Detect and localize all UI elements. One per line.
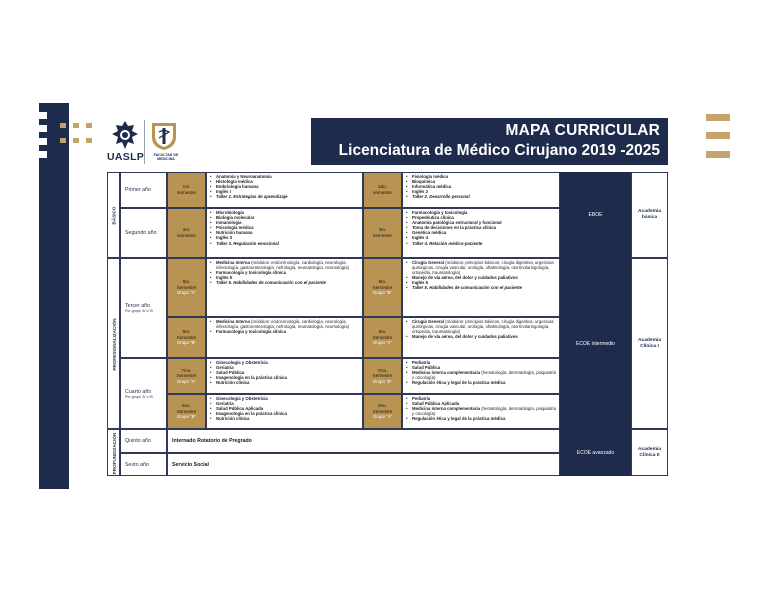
evaluation-eboe-label: EBOE <box>588 212 603 218</box>
subjects-semester-2 <box>402 172 560 208</box>
subject-item: • Medicina interna complementaria (hematología, dermatología, psiquiatría y oncología) <box>406 406 557 416</box>
academy-type: básica <box>641 215 658 220</box>
semester-word: Semestre <box>176 284 197 290</box>
stage-profesionalizacion <box>107 258 120 429</box>
subjects-semester-5-a <box>206 258 363 317</box>
decorative-square <box>39 151 47 158</box>
subject-item: • Geriatría <box>210 401 360 406</box>
stage-profesionalizacion-label: PROFESIONALIZACIÓN <box>112 318 117 371</box>
decorative-square <box>39 125 47 132</box>
subject-item: • Inglés 3 <box>210 235 360 240</box>
subject-item: • Taller 2. Desarrollo personal <box>406 194 557 199</box>
year-3-label: Tercer año <box>125 303 151 309</box>
semester-group: Grupo "B" <box>372 290 393 296</box>
subject-item: • Nutrición humana <box>210 230 360 235</box>
decorative-dot <box>73 123 79 128</box>
subjects-semester-6-b <box>206 317 363 358</box>
subject-item: • Cirugía General (módulos: principios básicos, cirugía digestiva, urgencias quirúrgicas, cirugía vascular, urología, oftalmología, otorrinolaringología, ortopedia, traumatología) <box>406 319 557 334</box>
semester-6-group-b <box>167 317 206 358</box>
internship-label: Internado Rotatorio de Pregrado <box>172 438 252 444</box>
semester-word: Semestre <box>176 334 197 340</box>
page-subtitle: Licenciatura de Médico Cirujano 2019 -2025 <box>338 142 660 159</box>
subject-item: • Taller 3. Regulación emocional <box>210 241 360 246</box>
semester-word: Semestre <box>176 373 197 379</box>
stage-profundizacion <box>107 429 120 476</box>
academy-type: Clínica I <box>640 343 659 349</box>
faculty-label <box>148 153 184 161</box>
subject-list <box>406 360 557 385</box>
year-1 <box>120 172 167 208</box>
subject-item: • Manejo de vía aérea, del dolor y cuidados paliativos <box>406 275 557 280</box>
subject-item: • Ginecología y Obstetricia <box>210 396 360 401</box>
subject-item: • Microbiología <box>210 210 360 215</box>
subjects-semester-3 <box>206 208 363 258</box>
university-name: UASLP <box>107 151 145 163</box>
subject-item: • Inglés I <box>210 189 360 194</box>
subject-list <box>210 260 360 285</box>
semester-word: semestre <box>177 190 196 195</box>
semester-2 <box>363 172 402 208</box>
subject-item: • Medicina interna complementaria (hematología, dermatología, psiquiatría y oncología) <box>406 370 557 380</box>
subjects-semester-8-b <box>206 394 363 429</box>
subject-item: • Histología médica <box>210 179 360 184</box>
semester-number: 3er. <box>182 227 191 233</box>
decorative-dot <box>86 123 92 128</box>
subject-item: • Taller 5. Habilidades de comunicación con el paciente <box>406 285 557 290</box>
semester-number: 7mo. <box>181 367 192 373</box>
year-5 <box>120 429 167 453</box>
decorative-dot <box>60 123 66 128</box>
semester-group: Grupo "B" <box>176 414 197 420</box>
evaluation-ecoe-intermedio-label: ECOE intermedio <box>576 340 615 347</box>
faculty-line-2: MEDICINA <box>157 157 175 162</box>
semester-number: 2do. <box>378 184 387 190</box>
semester-7-group-b <box>363 358 402 394</box>
subject-item: • Inglés 5 <box>406 280 557 285</box>
semester-5-group-b <box>363 258 402 317</box>
subject-item: • Farmacología y toxicología <box>406 210 557 215</box>
subject-item: • Inglés 4 <box>406 235 557 240</box>
semester-word: Semestre <box>372 408 393 414</box>
subject-item: • Salud Pública <box>406 365 557 370</box>
stage-profundizacion-label: PROFUNDIZACIÓN <box>112 432 117 475</box>
faculty-shield-icon <box>149 121 179 151</box>
subject-item: • Fisiología médica <box>406 174 557 179</box>
subject-list <box>210 210 360 246</box>
subject-item: • Nutrición clínica <box>210 380 360 385</box>
uaslp-crest-icon <box>111 120 139 150</box>
stage-basico-label: BÁSICO <box>111 206 117 225</box>
subject-item: • Geriatría <box>210 365 360 370</box>
evaluation-ecoe-intermedio <box>560 258 631 429</box>
year-4 <box>120 358 167 429</box>
curriculum-grid <box>107 172 668 476</box>
subjects-semester-4 <box>402 208 560 258</box>
subject-item: • Imagenología en la práctica clínica <box>210 375 360 380</box>
semester-6-group-a <box>363 317 402 358</box>
subject-list <box>210 174 360 199</box>
semester-7-group-a <box>167 358 206 394</box>
academy-type: Clínica II <box>639 452 660 458</box>
evaluation-ecoe-avanzado <box>560 429 631 476</box>
subject-list <box>210 396 360 421</box>
decorative-navy-bar <box>39 103 69 489</box>
page-title: MAPA CURRICULAR <box>505 122 660 139</box>
decorative-dot <box>60 138 66 143</box>
subject-list <box>210 360 360 385</box>
semester-number: 4to. <box>378 227 387 233</box>
stage-basico <box>107 172 120 258</box>
academy-clinica-2 <box>631 429 668 476</box>
semester-number: 6to. <box>378 329 387 335</box>
decorative-gold-bar <box>706 151 730 158</box>
subject-item: • Anatomía y Neuroanatomía <box>210 174 360 179</box>
semester-number: 8vo. <box>182 403 191 409</box>
decorative-square <box>39 112 47 119</box>
semester-8-group-a <box>363 394 402 429</box>
subject-list <box>210 319 360 334</box>
semester-group: Grupo "A" <box>372 340 393 346</box>
semester-group: Grupo "A" <box>372 414 393 420</box>
subject-item: • Farmacología y toxicología clínica <box>210 329 360 334</box>
semester-number: 6to. <box>182 329 191 335</box>
subjects-semester-5-b <box>402 258 560 317</box>
subject-item: • Regulación ética y legal de la práctica médica <box>406 380 557 385</box>
subject-item: • Taller 5. Habilidades de comunicación con el paciente <box>210 280 360 285</box>
subject-item: • Biología molecular <box>210 215 360 220</box>
subject-list <box>406 174 557 199</box>
subject-item: • Medicina Interna (módulos: endocrinología, cardiología, neurología, infectología, gastroenterología, nefrología, reumatología, neumología) <box>210 260 360 270</box>
academy-word: Academia <box>637 209 662 214</box>
semester-4 <box>363 208 402 258</box>
semester-number: 1er. <box>182 184 191 190</box>
subject-item: • Inglés 5 <box>210 275 360 280</box>
semester-group: Grupo "B" <box>176 340 197 346</box>
subject-list <box>406 260 557 291</box>
subject-item: • Salud Pública Aplicada <box>210 406 360 411</box>
decorative-dot <box>86 138 92 143</box>
year-6 <box>120 453 167 476</box>
subject-item: • Genética médica <box>406 230 557 235</box>
semester-8-group-b <box>167 394 206 429</box>
year-4-label: Cuarto año <box>125 388 152 395</box>
semester-number: 7mo. <box>377 367 388 373</box>
year-6-label: Sexto año <box>125 461 149 468</box>
subjects-semester-7-b <box>402 358 560 394</box>
semester-1 <box>167 172 206 208</box>
year-3 <box>120 258 167 358</box>
semester-number: 5to. <box>182 279 191 285</box>
semester-word: Semestre <box>372 334 393 340</box>
year-4-note: Por grupo 'A' o 'B' <box>125 394 154 399</box>
faculty-line-1: FACULTAD DE <box>153 153 179 157</box>
subject-item: • Bioquímica <box>406 179 557 184</box>
semester-number: 8vo. <box>378 403 387 409</box>
subject-item: • Nutrición clínica <box>210 416 360 421</box>
subject-item: • Embriología humana <box>210 184 360 189</box>
subjects-semester-7-a <box>206 358 363 394</box>
subject-item: • Anatomía patológica estructural y funcional <box>406 220 557 225</box>
subject-item: • Propedéutica clínica <box>406 215 557 220</box>
subjects-semester-8-a <box>402 394 560 429</box>
semester-number: 5to. <box>378 279 387 285</box>
semester-word: semestre <box>373 233 392 238</box>
subject-item: • Taller 1. Estrategias de aprendizaje <box>210 194 360 199</box>
semester-word: Semestre <box>372 373 393 379</box>
decorative-dot <box>73 138 79 143</box>
decorative-square <box>39 138 47 145</box>
evaluation-eboe <box>560 172 631 258</box>
academy-clinica-1 <box>631 258 668 429</box>
decorative-gold-bar <box>706 114 730 121</box>
subject-item: • Medicina Interna (módulos: endocrinología, cardiología, neurología, infectología, gastroenterología, nefrología, reumatología, neumología) <box>210 319 360 329</box>
year-1-label: Primer año <box>125 187 151 193</box>
semester-word: Semestre <box>372 284 393 290</box>
subject-list <box>406 210 557 246</box>
year-2 <box>120 208 167 258</box>
subject-item: • Pediatría <box>406 396 557 401</box>
subject-item: • Taller 4. Relación médico-paciente <box>406 241 557 246</box>
subject-list <box>406 396 557 421</box>
year-3-note: Por grupo 'A' o 'B' <box>125 309 154 313</box>
semester-group: Grupo "A" <box>176 290 197 296</box>
title-banner <box>311 118 668 165</box>
subject-item: • Inmunología <box>210 220 360 225</box>
evaluation-ecoe-avanzado-label: ECOE avanzado <box>576 449 615 456</box>
subject-item: • Informática médica <box>406 184 557 189</box>
subject-item: • Manejo de vía aérea, del dolor y cuidados paliativos <box>406 334 557 339</box>
internship-row <box>167 429 560 453</box>
semester-group: Grupo "B" <box>372 378 393 384</box>
subject-item: • Imagenología en la práctica clínica <box>210 411 360 416</box>
subject-item: • Regulación ética y legal de la práctica médica <box>406 416 557 421</box>
subject-item: • Psicología médica <box>210 225 360 230</box>
subject-item: • Pediatría <box>406 360 557 365</box>
subjects-semester-6-a <box>402 317 560 358</box>
semester-word: Semestre <box>176 408 197 414</box>
semester-3 <box>167 208 206 258</box>
logo-divider <box>144 120 145 164</box>
academy-word: Academia <box>637 446 662 452</box>
academy-basica <box>631 172 668 258</box>
semester-5-group-a <box>167 258 206 317</box>
subject-item: • Toma de decisiones en la práctica clínica <box>406 225 557 230</box>
subject-item: • Salud Pública Aplicada <box>406 401 557 406</box>
subject-item: • Salud Pública <box>210 370 360 375</box>
semester-word: semestre <box>177 233 196 238</box>
subject-item: • Ginecología y Obstetricia <box>210 360 360 365</box>
year-5-label: Quinto año <box>125 438 151 444</box>
subject-item: • Inglés 2 <box>406 189 557 194</box>
logo-area <box>105 118 187 166</box>
semester-group: Grupo "A" <box>176 378 197 384</box>
decorative-gold-bar <box>706 132 730 139</box>
subject-item: • Cirugía General (módulos: principios básicos, cirugía digestiva, urgencias quirúrgicas, cirugía vascular, urología, oftalmología, otorrinolaringología, ortopedia, traumatología) <box>406 260 557 275</box>
year-2-label: Segundo año <box>125 230 157 236</box>
subject-list <box>406 319 557 339</box>
subjects-semester-1 <box>206 172 363 208</box>
semester-word: semestre <box>373 190 392 195</box>
social-service-row <box>167 453 560 476</box>
social-service-label: Servicio Social <box>172 461 209 468</box>
subject-item: • Farmacología y toxicología clínica <box>210 270 360 275</box>
academy-word: Academia <box>637 337 662 343</box>
